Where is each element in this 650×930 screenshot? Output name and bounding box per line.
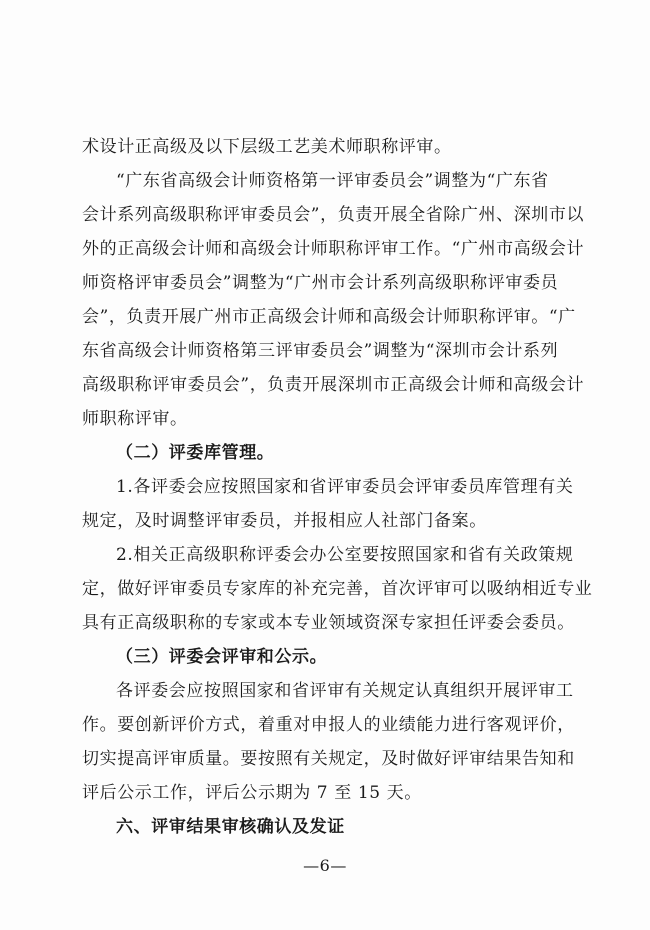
body-line: 规定，及时调整评审委员，并报相应人社部门备案。 (82, 511, 487, 531)
chapter-heading: 六、评审结果审核确认及发证 (116, 817, 345, 837)
paragraph-start-line: 2.相关正高级职称评委会办公室要按照国家和省有关政策规 (116, 545, 574, 565)
body-line: 术设计正高级及以下层级工艺美术师职称评审。 (82, 137, 452, 157)
body-line: 会计系列高级职称评审委员会”，负责开展全省除广州、深圳市以 (82, 205, 585, 225)
body-line: 师资格评审委员会”调整为“广州市会计系列高级职称评审委员 (82, 273, 559, 293)
paragraph-start-line: 1.各评委会应按照国家和省评审委员会评审委员库管理有关 (116, 477, 574, 497)
body-line: 外的正高级会计师和高级会计师职称评审工作。“广州市高级会计 (82, 239, 585, 259)
paragraph-start-line: 各评委会应按照国家和省评审有关规定认真组织开展评审工 (116, 681, 574, 701)
body-line: 定，做好评审委员专家库的补充完善，首次评审可以吸纳相近专业 (82, 579, 593, 599)
page-number: —6— (303, 856, 347, 875)
body-line: 会”，负责开展广州市正高级会计师和高级会计师职称评审。“广 (82, 307, 576, 327)
body-line: 师职称评审。 (82, 409, 188, 429)
body-line: 高级职称评审委员会”，负责开展深圳市正高级会计师和高级会计 (82, 375, 585, 395)
body-line: 具有正高级职称的专家或本专业领域资深专家担任评委会委员。 (82, 613, 575, 633)
body-line: 东省高级会计师资格第三评审委员会”调整为“深圳市会计系列 (82, 341, 559, 361)
document-body (82, 130, 593, 844)
body-line: 作。要创新评价方式，着重对申报人的业绩能力进行客观评价， (82, 715, 575, 735)
body-line: 评后公示工作，评后公示期为 7 至 15 天。 (82, 783, 422, 803)
body-line: 切实提高评审质量。要按照有关规定，及时做好评审结果告知和 (82, 749, 575, 769)
section-heading: （三）评委会评审和公示。 (116, 647, 328, 667)
paragraph-start-line: “广东省高级会计师资格第一评审委员会”调整为“广东省 (116, 171, 549, 191)
section-heading: （二）评委库管理。 (116, 443, 275, 463)
